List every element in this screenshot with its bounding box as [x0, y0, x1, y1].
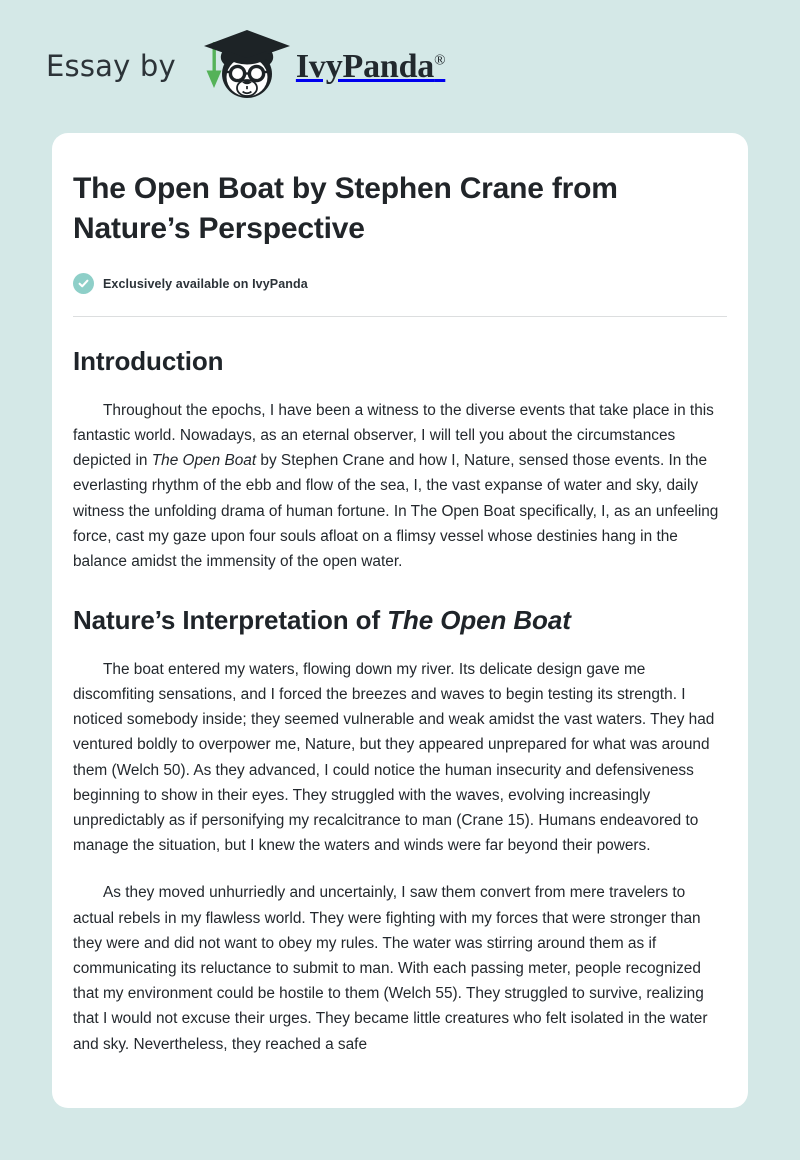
section-heading-interpretation — [73, 604, 727, 637]
body-paragraph-2: As they moved unhurriedly and uncertainly, I saw them convert from mere travelers to actual rebels in my flawless world. They were fighting with my forces that were stronger than they were and did not want to obey my rules. The water was stirring around them as if communicating its reluctance to submit to man. With each passing meter, people recognized that my environment could be hostile to them (Welch 55). They struggled to survive, realizing that I would not excuse their urges. They became little creatures who felt isolated in the water and sky. Nevertheless, they reached a safe — [73, 884, 708, 1053]
intro-paragraph-part1: Throughout the epochs, I have been a witness to the diverse events that take place in this fantastic world. Nowadays, as an eternal observer, I will tell you about the circumstances depicted in — [73, 401, 714, 470]
brand-header — [0, 0, 800, 133]
brand-name-text: IvyPanda — [295, 47, 435, 85]
section-heading-text: Nature’s Interpretation of — [73, 605, 388, 636]
status-badge-label: Exclusively available on IvyPanda — [103, 276, 308, 291]
essay-card — [52, 133, 748, 1108]
book-title-italic: The Open Boat — [151, 452, 257, 470]
status-badge — [73, 273, 727, 294]
graduation-panda-icon — [194, 30, 294, 104]
header-divider — [73, 316, 727, 317]
check-circle-icon — [73, 273, 94, 294]
section-heading-book-title: The Open Boat — [387, 605, 571, 636]
section-heading-introduction: Introduction — [73, 346, 224, 377]
ivypanda-wordmark — [295, 47, 446, 85]
intro-paragraph-part2: by Stephen Crane and how I, Nature, sensed those events. In the everlasting rhythm of the ebb and flow of the sea, I, the vast expanse of water and sky, daily witness the unfolding drama of human fortune. In The Open Boat specifically, I, as an unfeeling force, cast my gaze upon four souls afloat on a flimsy vessel whose destinies hang in the balance amidst the immensity of the open water. — [73, 452, 719, 571]
intro-paragraph — [73, 398, 727, 574]
essay-by-label: Essay by — [46, 49, 176, 83]
registered-mark: ® — [434, 52, 446, 69]
page-title: The Open Boat by Stephen Crane from Nature’s Perspective — [73, 172, 618, 246]
body-paragraph-1: The boat entered my waters, flowing down my river. Its delicate design gave me discomfiting sensations, and I forced the breezes and waves to begin testing its strength. I noticed somebody inside; they seemed vulnerable and weak amidst the vast waters. They had ventured boldly to overpower me, Nature, but they appeared unprepared for what was around them (Welch 50). As they advanced, I could notice the human insecurity and defensiveness beginning to show in their eyes. They struggled with the waves, evolving increasingly unpredictably as if personifying my recalcitrance to man (Crane 15). Humans endeavored to manage the situation, but I knew the waters and winds were far beyond their powers. — [73, 660, 715, 855]
ivypanda-logo[interactable] — [194, 30, 445, 104]
